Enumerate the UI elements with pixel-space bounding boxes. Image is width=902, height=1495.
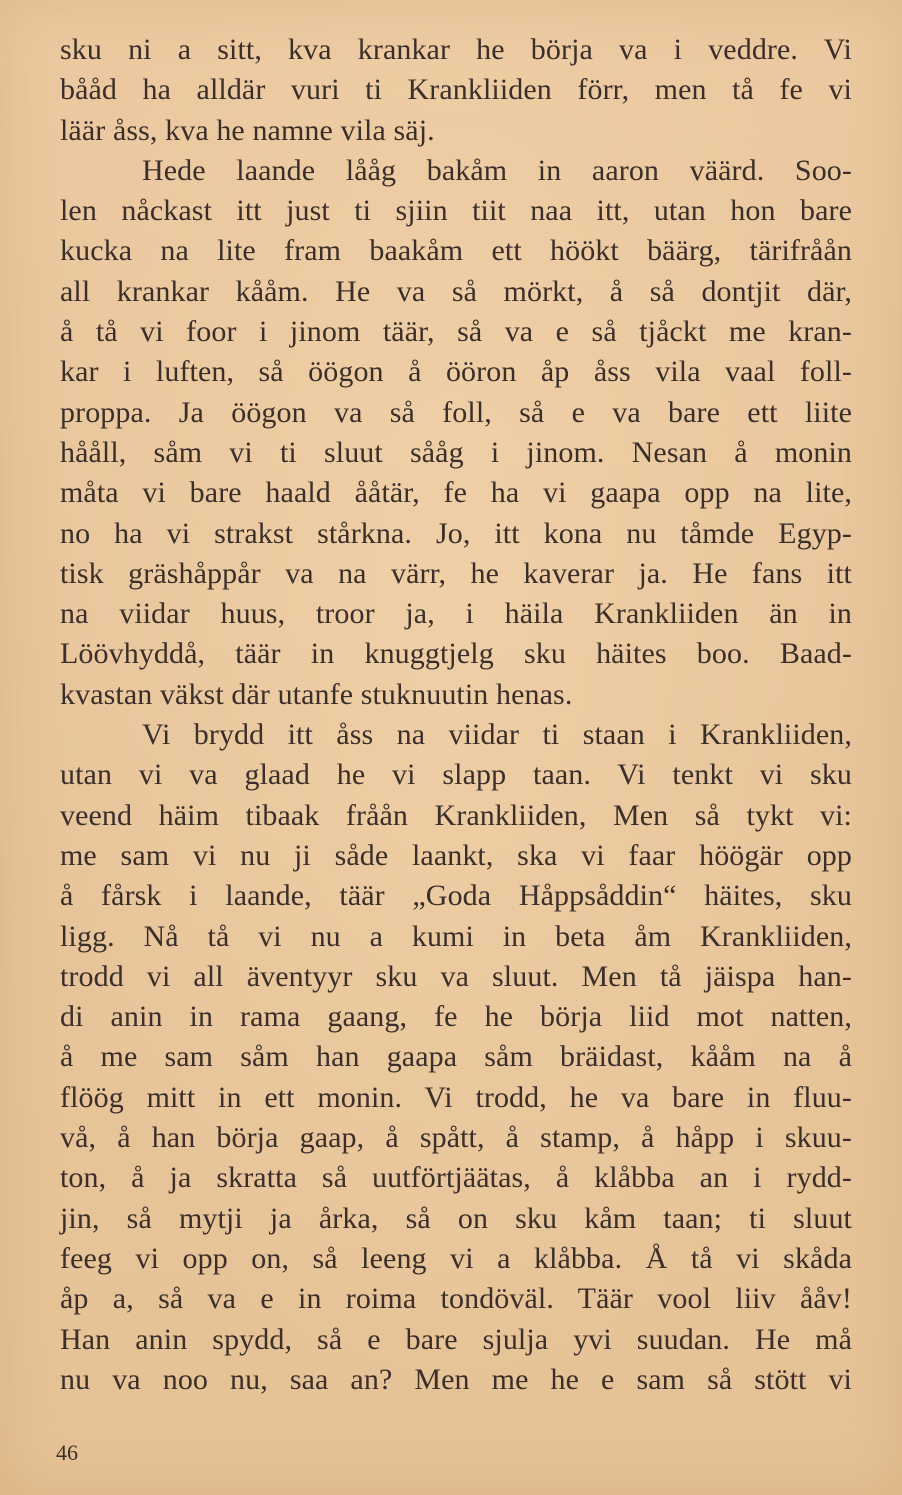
- text-line: å fårsk i laande, täär „Goda Håppsåddin“ häites, sku: [60, 879, 852, 913]
- text-line: vå, å han börja gaap, å spått, å stamp, å håpp i skuu-: [60, 1121, 852, 1155]
- text-line: utan vi va glaad he vi slapp taan. Vi tenkt vi sku: [60, 758, 852, 792]
- text-line: all krankar kååm. He va så mörkt, å så dontjit där,: [60, 274, 852, 308]
- text-line: nu va noo nu, saa an? Men me he e sam så stött vi: [60, 1362, 852, 1396]
- text-line: måta vi bare haald ååtär, fe ha vi gaapa opp na lite,: [60, 476, 852, 510]
- text-line: å tå vi foor i jinom täär, så va e så tjåckt me kran-: [60, 315, 852, 349]
- text-line: åp a, så va e in roima tondöväl. Täär vool liiv ååv!: [60, 1282, 852, 1316]
- text-line: sku ni a sitt, kva krankar he börja va i veddre. Vi: [60, 33, 852, 66]
- text-line: len nåckast itt just ti sjiin tiit naa itt, utan hon bare: [60, 194, 852, 228]
- text-line: flöög mitt in ett monin. Vi trodd, he va bare in fluu-: [60, 1080, 852, 1114]
- text-line: no ha vi strakst stårkna. Jo, itt kona nu tåmde Egyp-: [60, 516, 852, 550]
- text-line: jin, så mytji ja årka, så on sku kåm taan; ti sluut: [60, 1201, 852, 1235]
- text-line: ton, å ja skratta så uutförtjäätas, å klåbba an i rydd-: [60, 1161, 852, 1195]
- text-line: Löövhyddå, täär in knuggtjelg sku häites boo. Baad-: [60, 637, 852, 671]
- paragraph-start-line: Hede laande lååg bakåm in aaron väärd. Soo-: [142, 153, 852, 187]
- body-text: [60, 30, 852, 1400]
- text-line: na viidar huus, troor ja, i häila Krankliiden än in: [60, 597, 852, 631]
- paragraph-start-line: Vi brydd itt åss na viidar ti staan i Krankliiden,: [142, 718, 852, 752]
- text-line: hååll, såm vi ti sluut sååg i jinom. Nesan å monin: [60, 435, 852, 469]
- text-line: kar i luften, så öögon å ööron åp åss vila vaal foll-: [60, 355, 852, 389]
- text-line: kvastan väkst där utanfe stuknuutin henas.: [60, 677, 573, 711]
- text-line: Han anin spydd, så e bare sjulja yvi suudan. He må: [60, 1322, 852, 1356]
- text-line: kucka na lite fram baakåm ett höökt bäärg, tärifråån: [60, 234, 852, 268]
- text-line: ligg. Nå tå vi nu a kumi in beta åm Krankliiden,: [60, 919, 852, 953]
- text-line: trodd vi all äventyyr sku va sluut. Men tå jäispa han-: [60, 959, 852, 993]
- text-line: tisk gräshåppår va na värr, he kaverar ja. He fans itt: [60, 556, 852, 590]
- text-line: me sam vi nu ji såde laankt, ska vi faar höögär opp: [60, 838, 852, 872]
- text-line: proppa. Ja öögon va så foll, så e va bare ett liite: [60, 395, 852, 429]
- text-line: di anin in rama gaang, fe he börja liid mot natten,: [60, 1000, 852, 1034]
- text-line: veend häim tibaak fråån Krankliiden, Men så tykt vi:: [60, 798, 852, 832]
- text-line: feeg vi opp on, så leeng vi a klåbba. Å tå vi skåda: [60, 1241, 852, 1275]
- page-number: 46: [56, 1440, 78, 1465]
- text-line: bååd ha alldär vuri ti Krankliiden förr, men tå fe vi: [60, 73, 852, 107]
- text-line: läär åss, kva he namne vila säj.: [60, 113, 435, 147]
- text-line: å me sam såm han gaapa såm bräidast, kååm na å: [60, 1040, 852, 1074]
